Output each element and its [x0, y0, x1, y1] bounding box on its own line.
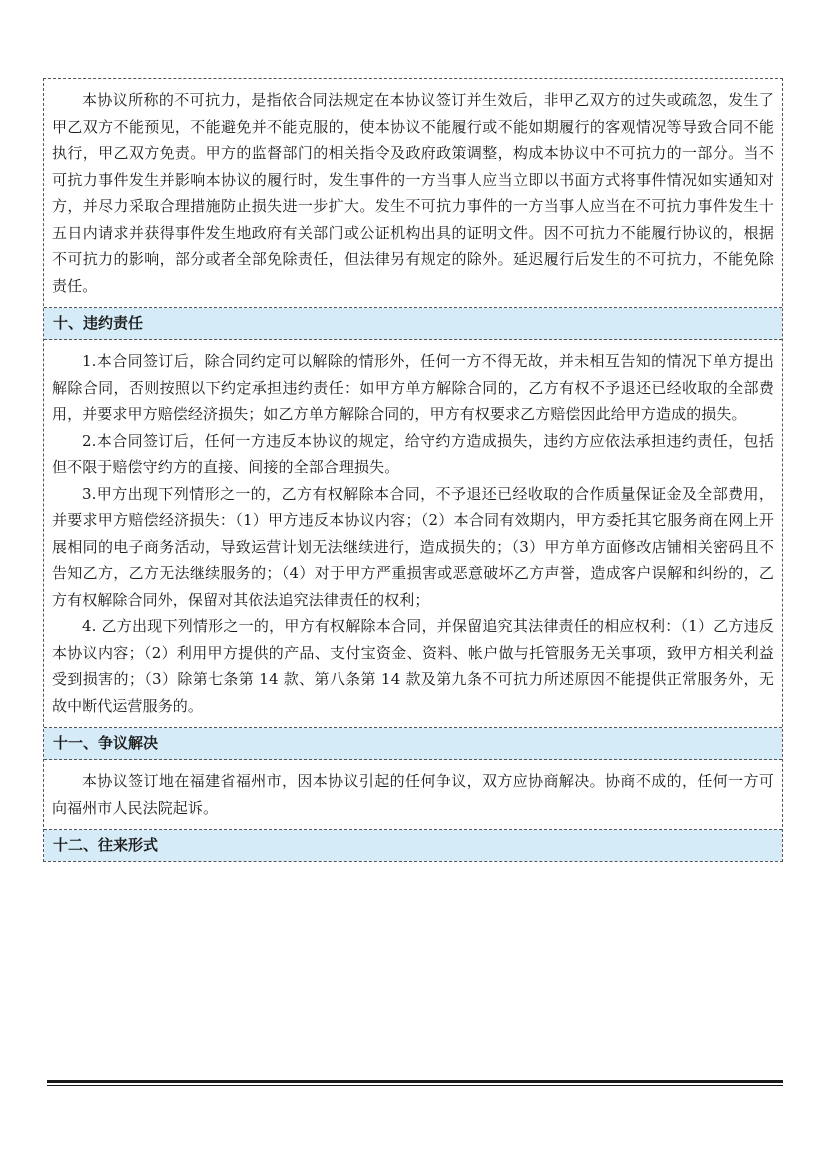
breach-body: [44, 340, 782, 728]
paragraph: 本协议签订地在福建省福州市，因本协议引起的任何争议，双方应协商解决。协商不成的，任何一方可向福州市人民法院起诉。: [52, 772, 774, 817]
section-heading-breach: 十、违约责任: [44, 308, 782, 340]
paragraph: 4. 乙方出现下列情形之一的，甲方有权解除本合同，并保留追究其法律责任的相应权利：（1）乙方违反本协议内容；（2）利用甲方提供的产品、支付宝资金、资料、帐户做与托管服务无关事项，致甲方相关利益受到损害的；（3）除第七条第 14 款、第八条第 14 款及第九条不可抗力所述原因不能提供正常服务外，无故中断代运营服务的。: [52, 617, 774, 715]
section-heading-communication: 十二、往来形式: [44, 830, 782, 861]
paragraph: 2.本合同签订后，任何一方违反本协议的规定，给守约方造成损失，违约方应依法承担违约责任，包括但不限于赔偿守约方的直接、间接的全部合理损失。: [52, 431, 774, 476]
force-majeure-body: [44, 79, 782, 308]
footer-rule-thick: [47, 1080, 783, 1083]
dispute-body: [44, 760, 782, 830]
paragraph: 3.甲方出现下列情形之一的，乙方有权解除本合同，不予退还已经收取的合作质量保证金及全部费用，并要求甲方赔偿经济损失：（1）甲方违反本协议内容；（2）本合同有效期内，甲方委托其它服务商在网上开展相同的电子商务活动，导致运营计划无法继续进行，造成损失的；（3）甲方单方面修改店铺相关密码且不告知乙方，乙方无法继续服务的；（4）对于甲方严重损害或恶意破坏乙方声誉，造成客户误解和纠纷的，乙方有权解除合同外，保留对其依法追究法律责任的权利；: [52, 484, 774, 609]
footer-divider: [47, 1080, 783, 1086]
footer-rule-thin: [47, 1085, 783, 1086]
document-table: [43, 78, 783, 862]
section-heading-dispute: 十一、争议解决: [44, 728, 782, 760]
paragraph: 1.本合同签订后，除合同约定可以解除的情形外，任何一方不得无故，并未相互告知的情况下单方提出解除合同，否则按照以下约定承担违约责任：如甲方单方解除合同的，乙方有权不予退还已经收取的全部费用，并要求甲方赔偿经济损失；如乙方单方解除合同的，甲方有权要求乙方赔偿因此给甲方造成的损失。: [52, 352, 774, 423]
paragraph: 本协议所称的不可抗力，是指依合同法规定在本协议签订并生效后，非甲乙双方的过失或疏忽，发生了甲乙双方不能预见，不能避免并不能克服的，使本协议不能履行或不能如期履行的客观情况等导致合同不能执行，甲乙双方免责。甲方的监督部门的相关指令及政府政策调整，构成本协议中不可抗力的一部分。当不可抗力事件发生并影响本协议的履行时，发生事件的一方当事人应当立即以书面方式将事件情况如实通知对方，并尽力采取合理措施防止损失进一步扩大。发生不可抗力事件的一方当事人应当在不可抗力事件发生十五日内请求并获得事件发生地政府有关部门或公证机构出具的证明文件。因不可抗力不能履行协议的，根据不可抗力的影响，部分或者全部免除责任，但法律另有规定的除外。延迟履行后发生的不可抗力，不能免除责任。: [52, 91, 774, 295]
